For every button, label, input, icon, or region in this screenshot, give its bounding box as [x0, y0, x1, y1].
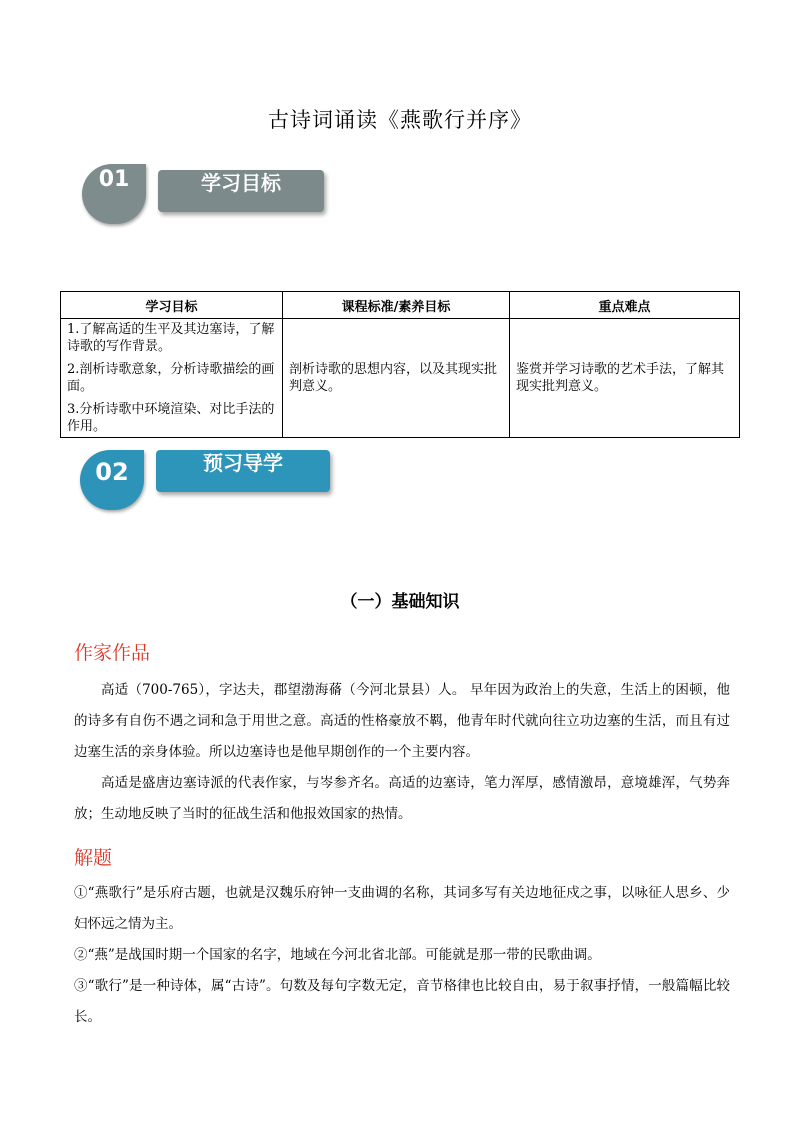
goal-item: 1.了解高适的生平及其边塞诗，了解诗歌的写作背景。 [67, 322, 275, 354]
explain-note-3: ③“歌行”是一种诗体，属“古诗”。句数及每句字数无定，音节格律也比较自由，易于叙事抒情，一般篇幅比较长。 [74, 978, 730, 1025]
author-heading: 作家作品 [74, 642, 151, 664]
table-header-row [61, 292, 740, 319]
table-row [61, 319, 740, 438]
section-number: 01 [98, 167, 130, 192]
subsection-heading: （一）基础知识 [340, 592, 460, 612]
section-label: 预习导学 [203, 451, 283, 475]
explain-note-2: ②“燕”是战国时期一个国家的名字，地域在今河北省北部。可能就是那一带的民歌曲调。 [74, 947, 601, 963]
goals-table [60, 291, 740, 438]
goal-item: 2.剖析诗歌意象，分析诗歌描绘的画面。 [67, 362, 275, 394]
section-label-bar [158, 170, 324, 212]
section-label: 学习目标 [201, 171, 281, 195]
table-header: 课程标准/素养目标 [283, 292, 510, 319]
section-number: 02 [95, 458, 129, 486]
explain-note-1: ①“燕歌行”是乐府古题，也就是汉魏乐府钟一支曲调的名称，其词多写有关边地征戍之事，以咏征人思乡、少妇怀远之情为主。 [74, 885, 730, 932]
standard-cell: 剖析诗歌的思想内容，以及其现实批判意义。 [283, 319, 510, 438]
table-header: 重点难点 [510, 292, 740, 319]
section-label-bar [156, 450, 330, 492]
author-paragraph-1: 高适（700-765），字达夫，郡望渤海蓨（今河北景县）人。 早年因为政治上的失意，生活上的困顿，他的诗多有自伤不遇之词和急于用世之意。高适的性格豪放不羁，他青年时代就向往立功边塞的生活，而且有过边塞生活的亲身体验。所以边塞诗也是他早期创作的一个主要内容。 [74, 682, 730, 760]
difficulty-cell: 鉴赏并学习诗歌的艺术手法，了解其现实批判意义。 [510, 319, 740, 438]
explain-heading: 解题 [74, 847, 113, 869]
table-header: 学习目标 [61, 292, 283, 319]
goal-item: 3.分析诗歌中环境渲染、对比手法的作用。 [67, 402, 275, 434]
learning-goals-cell [61, 319, 283, 438]
author-paragraph-2: 高适是盛唐边塞诗派的代表作家，与岑参齐名。高适的边塞诗，笔力浑厚，感情激昂，意境雄浑，气势奔放；生动地反映了当时的征战生活和他报效国家的热情。 [74, 775, 730, 822]
document-title: 古诗词诵读《燕歌行并序》 [268, 108, 532, 132]
